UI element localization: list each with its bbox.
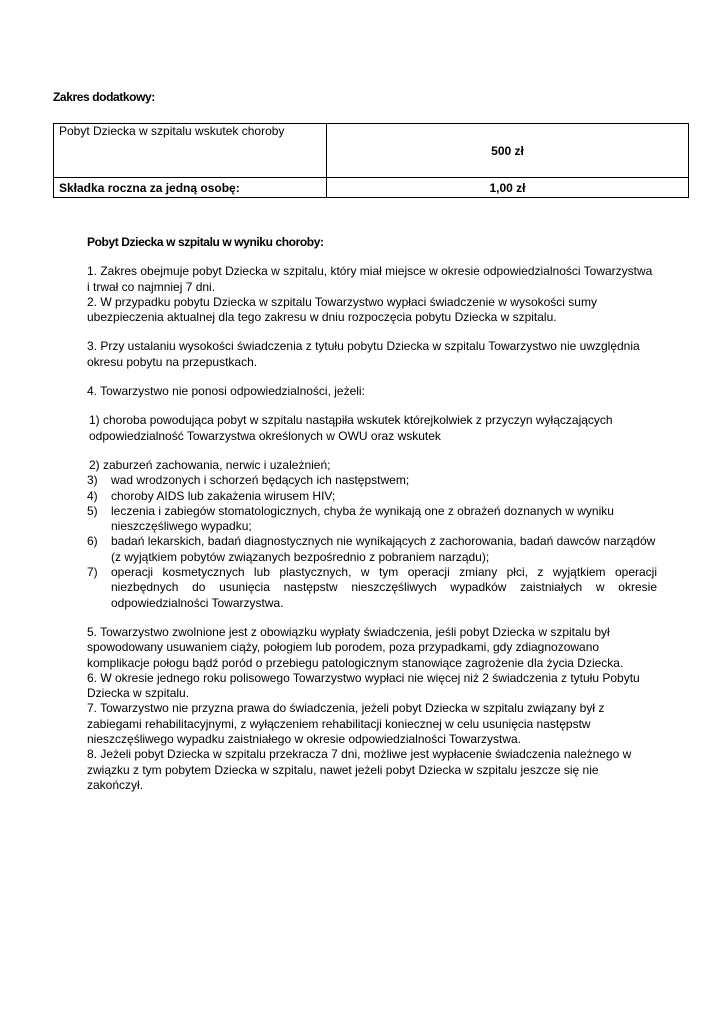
coverage-amount: 500 zł xyxy=(327,124,689,178)
paragraph-7: 7. Towarzystwo nie przyzna prawa do świadczenia, jeżeli pobyt Dziecka w szpitalu związany był z zabiegami rehabilitacyjnymi, z wyłączeniem rehabilitacji koniecznej w celu usunięcia następstw nieszczęśliwego wypadku zaistniałego w okresie odpowiedzialności Towarzystwa. xyxy=(87,701,605,747)
table-row xyxy=(54,178,689,198)
exclusion-list xyxy=(87,473,657,611)
table-row xyxy=(54,124,689,178)
exclusion-1: 1) choroba powodująca pobyt w szpitalu nastąpiła wskutek którejkolwiek z przyczyn wyłączających odpowiedzialność Towarzystwa określonych w OWU oraz wskutek xyxy=(89,413,613,443)
list-item: 5) leczenia i zabiegów stomatologicznych, chyba że wynikają one z obrażeń doznanych w wyniku nieszczęśliwego wypadku; xyxy=(87,503,614,534)
paragraph-6: 6. W okresie jednego roku polisowego Towarzystwo wypłaci nie więcej niż 2 świadczenia z tytułu Pobytu Dziecka w szpitalu. xyxy=(87,670,640,701)
coverage-label: Pobyt Dziecka w szpitalu wskutek choroby xyxy=(54,124,327,178)
paragraph-5: 5. Towarzystwo zwolnione jest z obowiązku wypłaty świadczenia, jeśli pobyt Dziecka w szpitalu był spowodowany usuwaniem ciąży, połogiem lub porodem, poza przypadkami, gdy zdiagnozowano komplikacje połogu bądź poród o przebiegu patologicznym stanowiące zagrożenie dla życia Dziecka. xyxy=(87,624,624,670)
paragraph-3: 3. Przy ustalaniu wysokości świadczenia z tytułu pobytu Dziecka w szpitalu Towarzystwo nie uwzględnia okresu pobytu na przepustkach. xyxy=(87,339,640,369)
paragraph-1: 1. Zakres obejmuje pobyt Dziecka w szpitalu, który miał miejsce w okresie odpowiedzialności Towarzystwa i trwał co najmniej 7 dni. xyxy=(87,264,653,294)
paragraph-8: 8. Jeżeli pobyt Dziecka w szpitalu przekracza 7 dni, możliwe jest wypłacenie świadczenia należnego w związku z tym pobytem Dziecka w szpitalu, nawet jeżeli pobyt Dziecka w szpitalu jeszcze się nie zakończył. xyxy=(87,747,632,792)
terms-title: Pobyt Dziecka w szpitalu w wyniku choroby: xyxy=(87,235,324,249)
terms-body xyxy=(87,235,657,793)
list-item: 4) choroby AIDS lub zakażenia wirusem HIV; xyxy=(87,488,336,503)
list-item: 6) badań lekarskich, badań diagnostycznych nie wynikających z zachorowania, badań dawców narządów (z wyjątkiem pobytów związanych bezpośrednio z pobraniem narządu); xyxy=(87,534,656,564)
paragraph-4: 4. Towarzystwo nie ponosi odpowiedzialności, jeżeli: xyxy=(87,384,365,399)
exclusion-2: 2) zaburzeń zachowania, nerwic i uzależnień; xyxy=(89,457,331,472)
list-item: 7) operacji kosmetycznych lub plastycznych, w tym operacji zmiany płci, z wyjątkiem operacji niezbędnych do usunięcia następstw nieszczęśliwych wypadków zaistniałych w okresie odpowiedzialności Towarzystwa. xyxy=(87,565,657,610)
coverage-table xyxy=(53,123,689,198)
list-item: 3) wad wrodzonych i schorzeń będących ich następstwem; xyxy=(87,473,410,488)
premium-label: Składka roczna za jedną osobę: xyxy=(54,178,327,198)
section-heading: Zakres dodatkowy: xyxy=(53,90,155,104)
paragraph-2: 2. W przypadku pobytu Dziecka w szpitalu Towarzystwo wypłaci świadczenie w wysokości sumy ubezpieczenia aktualnej dla tego zakresu w dniu rozpoczęcia pobytu Dziecka w szpitalu. xyxy=(87,294,597,325)
premium-amount: 1,00 zł xyxy=(327,178,689,198)
